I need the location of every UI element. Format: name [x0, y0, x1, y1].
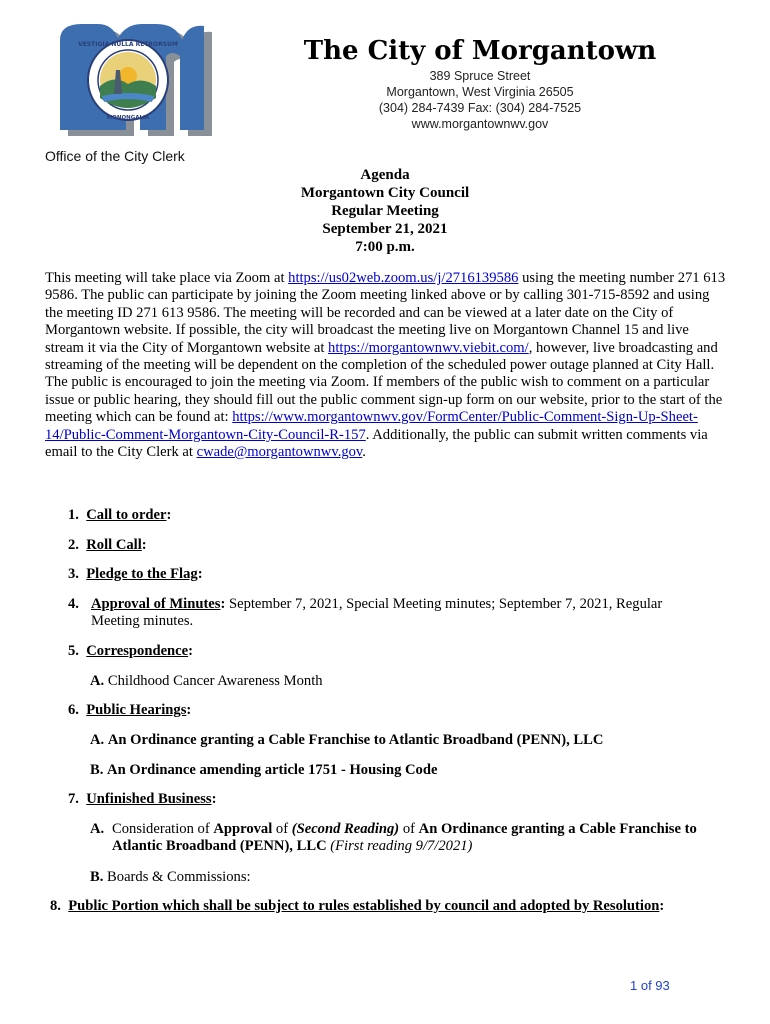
agenda-item-1: 1. Call to order:	[68, 507, 172, 523]
zoom-link[interactable]: https://us02web.zoom.us/j/2716139586	[288, 270, 519, 286]
city-title: The City of Morgantown	[303, 36, 657, 66]
item-6b: B. An Ordinance amending article 1751 - Housing Code	[90, 762, 438, 778]
agenda-item-3: 3. Pledge to the Flag:	[68, 566, 203, 582]
agenda-heading: Agenda	[360, 167, 410, 183]
city-logo	[40, 22, 218, 142]
clerk-email-link[interactable]: cwade@morgantownwv.gov	[196, 444, 363, 461]
office-label: Office of the City Clerk	[45, 148, 185, 164]
agenda-item-7: 7. Unfinished Business:	[68, 791, 217, 807]
item-6a: A. An Ordinance granting a Cable Franchise to Atlantic Broadband (PENN), LLC	[90, 732, 604, 748]
agenda-item-4: 4. Approval of Minutes: September 7, 2021, Special Meeting minutes; September 7, 2021, Regular Meeting minutes.	[68, 596, 663, 630]
page-number: 1 of 93	[630, 978, 670, 993]
agenda-item-2: 2. Roll Call:	[68, 537, 147, 553]
agenda-item-6: 6. Public Hearings:	[68, 702, 192, 718]
website: www.morgantownwv.gov	[411, 117, 549, 131]
agenda-meeting-type: Regular Meeting	[331, 203, 439, 219]
item-7b: B. Boards & Commissions:	[90, 869, 251, 885]
agenda-item-5: 5. Correspondence:	[68, 643, 194, 659]
comment-form-link[interactable]: https://www.morgantownwv.gov/FormCenter/Public-Comment-Sign-Up-Sheet-14/Public-Comment-Morgantown-City-Council-R-157	[45, 409, 698, 443]
agenda-date: September 21, 2021	[322, 221, 448, 237]
agenda-item-8: 8. Public Portion which shall be subject to rules established by council and adopted by Resolution:	[50, 898, 665, 914]
item-7a: A. Consideration of Approval of (Second Reading) of An Ordinance granting a Cable Franchise to Atlantic Broadband (PENN), LLC (First reading 9/7/2021)	[90, 821, 697, 855]
item-5a: A. Childhood Cancer Awareness Month	[90, 673, 323, 689]
seal-text: VESTIGIA NULLA RETRORSUM	[78, 41, 178, 48]
viebit-link[interactable]: https://morgantownwv.viebit.com/	[328, 339, 529, 356]
seal-text-bottom: MONONGALIA	[106, 115, 150, 121]
address-street: 389 Spruce Street	[429, 69, 531, 83]
agenda-body: Morgantown City Council	[300, 185, 470, 201]
address-city: Morgantown, West Virginia 26505	[386, 85, 574, 99]
agenda-time: 7:00 p.m.	[355, 239, 415, 255]
intro-paragraph: This meeting will take place via Zoom at https://us02web.zoom.us/j/2716139586 using the meeting number 271 613 9586. The public can participate by joining the Zoom meeting linked above or by calling 301-715-8592 and using the meeting ID 271 613 9586. The meeting will be recorded and can be viewed at a later date on the City of Morgantown website. If possible, the city will broadcast the meeting live on Morgantown Channel 15 and live stream it via the City of Morgantown website at https://morgantownwv.viebit.com/, however, live broadcasting and streaming of the meeting will be dependent on the completion of the scheduled power outage planned at City Hall. The public is encouraged to join the meeting via Zoom. If members of the public wish to comment on a particular issue or public hearing, they should fill out the public comment sign-up form on our website, prior to the start of the meeting which can be found at: https://www.morgantownwv.gov/FormCenter/Public-Comment-Sign-Up-Sheet-14/Public-Comment-Morgantown-City-Council-R-157. Additionally, the public can submit written comments via email to the City Clerk at cwade@morgantownwv.gov.	[45, 270, 726, 461]
phone-fax: (304) 284-7439 Fax: (304) 284-7525	[378, 101, 582, 115]
